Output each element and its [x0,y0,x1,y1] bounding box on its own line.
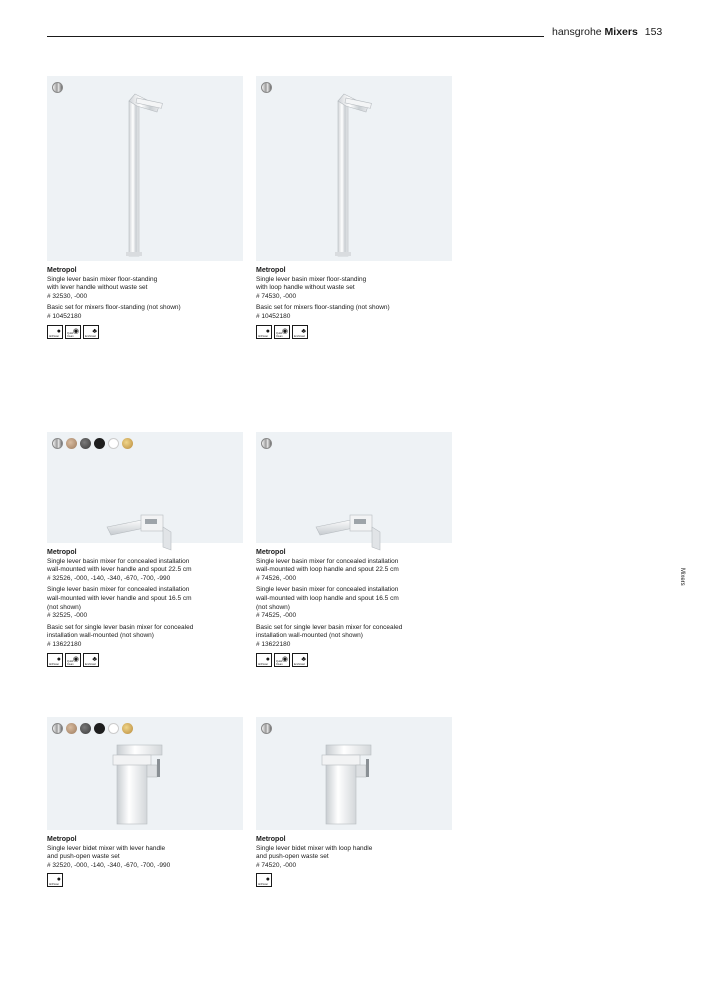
feature-icons [47,873,247,887]
ecosmart-icon: EcoSmart ♣ [83,325,99,339]
description-line: Single lever basin mixer for concealed installation [47,557,190,565]
airpower-icon: AirPower ● [47,873,63,887]
description-line: Basic set for mixers floor-standing (not shown) [47,304,181,312]
finish-swatches [261,438,272,449]
side-section-label: Mixers [679,568,685,586]
description-line: (not shown) [47,603,81,611]
ecosmart-icon: EcoSmart ♣ [83,653,99,667]
description-line: # 13622180 [47,640,82,648]
product-name: Metropol [256,836,286,843]
product-name: Metropol [256,549,286,556]
description-line: # 10452180 [256,312,291,320]
product-illustration [47,717,243,832]
airpower-icon: AirPower ● [47,325,63,339]
description-line: with lever handle without waste set [47,284,148,292]
description-line: wall-mounted with lever handle and spout 22.5 cm [47,566,192,574]
product-description [256,267,456,339]
description-line: (not shown) [256,603,290,611]
description-line: # 74530, -000 [256,292,297,300]
description-line: Single lever basin mixer for concealed installation [256,557,399,565]
finish-swatch-black-chrome[interactable] [80,438,91,449]
product-image-panel [47,432,243,543]
feature-icons [256,653,456,667]
description-line: # 10452180 [47,312,82,320]
quick-clean-icon: Quick Clean ◉ [274,325,290,339]
product-name: Metropol [47,549,77,556]
product-name: Metropol [47,267,77,274]
finish-swatch-bronze[interactable] [66,438,77,449]
feature-icons [256,873,456,887]
description-line: Single lever basin mixer for concealed installation [256,586,399,594]
product-illustration [256,76,452,266]
product-description [47,267,247,339]
finish-swatch-chrome[interactable] [261,438,272,449]
product-image-panel [256,432,452,543]
description-line: # 32525, -000 [47,612,88,620]
description-line: installation wall-mounted (not shown) [47,632,154,640]
product-illustration [47,76,243,266]
product-description [256,836,456,887]
airpower-icon: AirPower ● [256,653,272,667]
section-title: Mixers [604,26,638,38]
brand-name: hansgrohe [552,26,602,38]
description-line: # 32530, -000 [47,292,88,300]
description-line: and push-open waste set [256,853,329,861]
feature-icons [47,653,247,667]
description-line: Basic set for single lever basin mixer for concealed [256,623,403,631]
finish-swatches [52,438,133,449]
description-line: # 32520, -000, -140, -340, -670, -700, -990 [47,861,171,869]
quick-clean-icon: Quick Clean ◉ [65,653,81,667]
page-header [552,26,662,38]
header-rule [47,36,544,37]
description-line: Single lever basin mixer floor-standing [47,275,158,283]
description-line: # 74526, -000 [256,574,297,582]
description-line: with loop handle without waste set [256,284,355,292]
product-illustration [256,717,452,832]
product-image-panel [256,76,452,261]
description-line: Basic set for mixers floor-standing (not shown) [256,304,390,312]
ecosmart-icon: EcoSmart ♣ [292,325,308,339]
airpower-icon: AirPower ● [47,653,63,667]
quick-clean-icon: Quick Clean ◉ [274,653,290,667]
product-name: Metropol [47,836,77,843]
description-line: # 74525, -000 [256,612,297,620]
product-description [47,549,247,667]
finish-swatch-white[interactable] [108,438,119,449]
description-line: # 32526, -000, -140, -340, -670, -700, -990 [47,574,171,582]
description-line: Single lever bidet mixer with loop handle [256,844,373,852]
product-description [256,549,456,667]
airpower-icon: AirPower ● [256,325,272,339]
airpower-icon: AirPower ● [256,873,272,887]
product-name: Metropol [256,267,286,274]
ecosmart-icon: EcoSmart ♣ [292,653,308,667]
description-line: Single lever bidet mixer with lever handle [47,844,166,852]
finish-swatch-chrome[interactable] [52,438,63,449]
finish-swatch-gold[interactable] [122,438,133,449]
description-line: wall-mounted with lever handle and spout 16.5 cm [47,594,192,602]
feature-icons [47,325,247,339]
description-line: # 13622180 [256,640,291,648]
page-number: 153 [644,26,663,38]
description-line: wall-mounted with loop handle and spout 16.5 cm [256,594,399,602]
product-image-panel [47,76,243,261]
product-image-panel [47,717,243,830]
description-line: and push-open waste set [47,853,120,861]
quick-clean-icon: Quick Clean ◉ [65,325,81,339]
description-line: installation wall-mounted (not shown) [256,632,363,640]
description-line: Single lever basin mixer for concealed installation [47,586,190,594]
product-description [47,836,247,887]
description-line: Basic set for single lever basin mixer for concealed [47,623,194,631]
description-line: wall-mounted with loop handle and spout 22.5 cm [256,566,399,574]
feature-icons [256,325,456,339]
description-line: Single lever basin mixer floor-standing [256,275,367,283]
description-line: # 74520, -000 [256,861,297,869]
product-image-panel [256,717,452,830]
finish-swatch-black[interactable] [94,438,105,449]
